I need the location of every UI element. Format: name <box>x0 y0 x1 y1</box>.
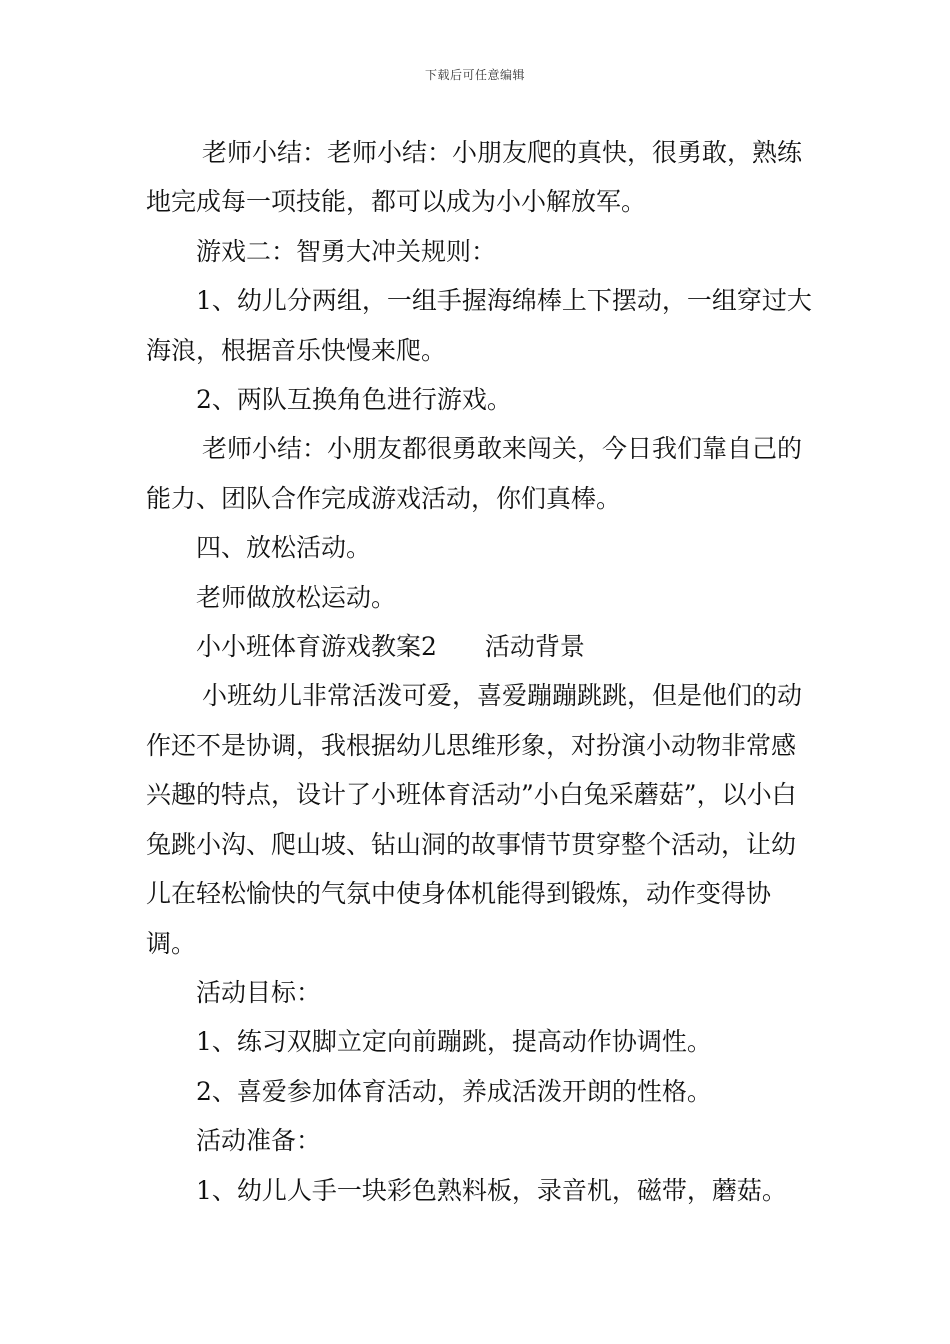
section-subtitle: 活动背景 <box>484 632 585 662</box>
paragraph-goals-heading: 活动目标： <box>196 977 322 1007</box>
paragraph-background: 小班幼儿非常活泼可爱，喜爱蹦蹦跳跳，但是他们的动作还不是协调，我根据幼儿思维形象，对扮演小动物非常感兴趣的特点，设计了小班体育活动”小白兔采蘑菇”，以小白兔跳小沟、爬山坡、钻山洞的故事情节贯穿整个活动，让幼儿在轻松愉快的气氛中使身体机能得到锻炼，动作变得协调。 <box>146 681 803 958</box>
paragraph-preparation-heading: 活动准备： <box>196 1126 322 1156</box>
paragraph-game-two-rules: 游戏二：智勇大冲关规则： <box>196 236 497 266</box>
paragraph-teacher-summary-2: 老师小结：小朋友都很勇敢来闯关，今日我们靠自己的能力、团队合作完成游戏活动，你们真棒。 <box>146 434 803 513</box>
section-heading <box>146 622 816 671</box>
paragraph-relax-activity: 四、放松活动。 <box>196 533 372 563</box>
paragraph-rule-2: 2、两队互换角色进行游戏。 <box>196 385 512 415</box>
paragraph-preparation-1: 1、幼儿人手一块彩色熟料板，录音机，磁带，蘑菇。 <box>196 1175 787 1205</box>
document-body <box>146 128 816 1215</box>
paragraph-goal-1: 1、练习双脚立定向前蹦跳，提高动作协调性。 <box>196 1027 712 1057</box>
paragraph-teacher-summary-1: 老师小结：老师小结：小朋友爬的真快，很勇敢，熟练地完成每一项技能，都可以成为小小解放军。 <box>146 138 803 217</box>
section-title: 小小班体育游戏教案2 <box>196 632 437 662</box>
paragraph-relax-exercise: 老师做放松运动。 <box>196 582 397 612</box>
page-header: 下载后可任意编辑 <box>424 68 525 82</box>
paragraph-goal-2: 2、喜爱参加体育活动，养成活泼开朗的性格。 <box>196 1076 712 1106</box>
paragraph-rule-1: 1、幼儿分两组，一组手握海绵棒上下摆动，一组穿过大海浪，根据音乐快慢来爬。 <box>146 286 812 365</box>
